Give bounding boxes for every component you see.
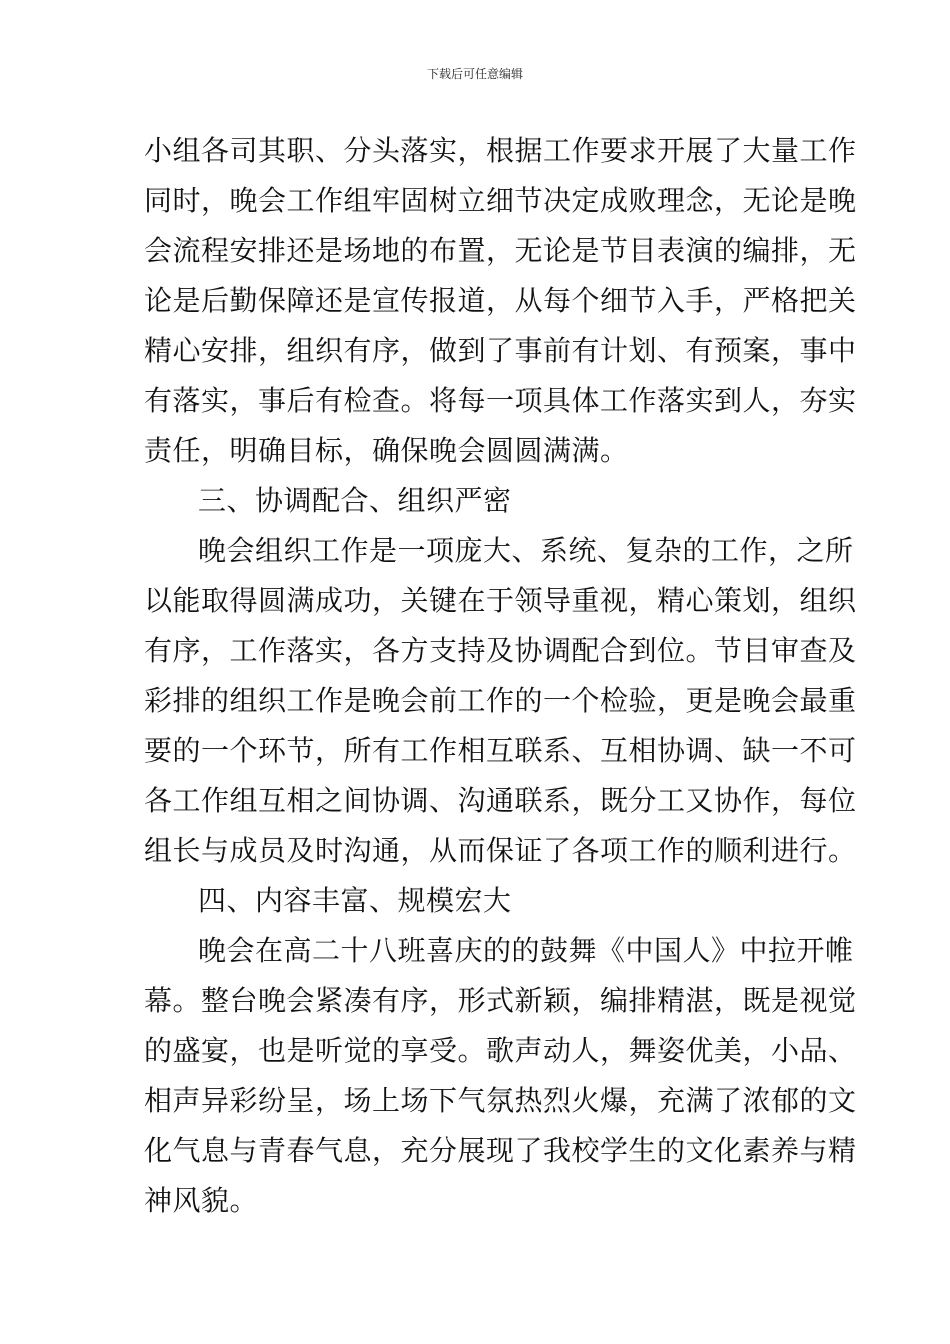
- paragraph-line: 以能取得圆满成功，关键在于领导重视，精心策划，组织: [144, 584, 857, 617]
- document-body: [144, 126, 857, 1226]
- paragraph-line: 精心安排，组织有序，做到了事前有计划、有预案，事中: [144, 334, 857, 367]
- paragraph-line: 彩排的组织工作是晚会前工作的一个检验，更是晚会最重: [144, 684, 857, 717]
- paragraph-line: 化气息与青春气息，充分展现了我校学生的文化素养与精: [144, 1134, 857, 1167]
- paragraph-line: 幕。整台晚会紧凑有序，形式新颖，编排精湛，既是视觉: [144, 984, 857, 1017]
- page-header: 下载后可任意编辑: [426, 67, 523, 81]
- paragraph-line: 神风貌。: [144, 1184, 259, 1217]
- paragraph-line: 同时，晚会工作组牢固树立细节决定成败理念，无论是晚: [144, 184, 857, 217]
- paragraph-line: 有序，工作落实，各方支持及协调配合到位。节目审查及: [144, 634, 857, 667]
- paragraph-line: 相声异彩纷呈，场上场下气氛热烈火爆，充满了浓郁的文: [144, 1084, 857, 1117]
- paragraph-line: 责任，明确目标，确保晚会圆圆满满。: [144, 434, 629, 467]
- section-heading: 四、内容丰富、规模宏大: [198, 884, 512, 917]
- paragraph-line: 有落实，事后有检查。将每一项具体工作落实到人，夯实: [144, 384, 857, 417]
- paragraph-line: 各工作组互相之间协调、沟通联系，既分工又协作，每位: [144, 784, 857, 817]
- paragraph-line: 要的一个环节，所有工作相互联系、互相协调、缺一不可: [144, 734, 857, 767]
- paragraph-line: 晚会组织工作是一项庞大、系统、复杂的工作，之所: [198, 534, 854, 567]
- paragraph-line: 组长与成员及时沟通，从而保证了各项工作的顺利进行。: [144, 834, 857, 867]
- paragraph-line: 论是后勤保障还是宣传报道，从每个细节入手，严格把关: [144, 284, 857, 317]
- paragraph-line: 小组各司其职、分头落实，根据工作要求开展了大量工作: [144, 134, 857, 167]
- paragraph-line: 的盛宴，也是听觉的享受。歌声动人，舞姿优美，小品、: [144, 1034, 857, 1067]
- paragraph-line: 晚会在高二十八班喜庆的的鼓舞《中国人》中拉开帷: [198, 934, 854, 967]
- section-heading: 三、协调配合、组织严密: [198, 484, 512, 517]
- paragraph-line: 会流程安排还是场地的布置，无论是节目表演的编排，无: [144, 234, 857, 267]
